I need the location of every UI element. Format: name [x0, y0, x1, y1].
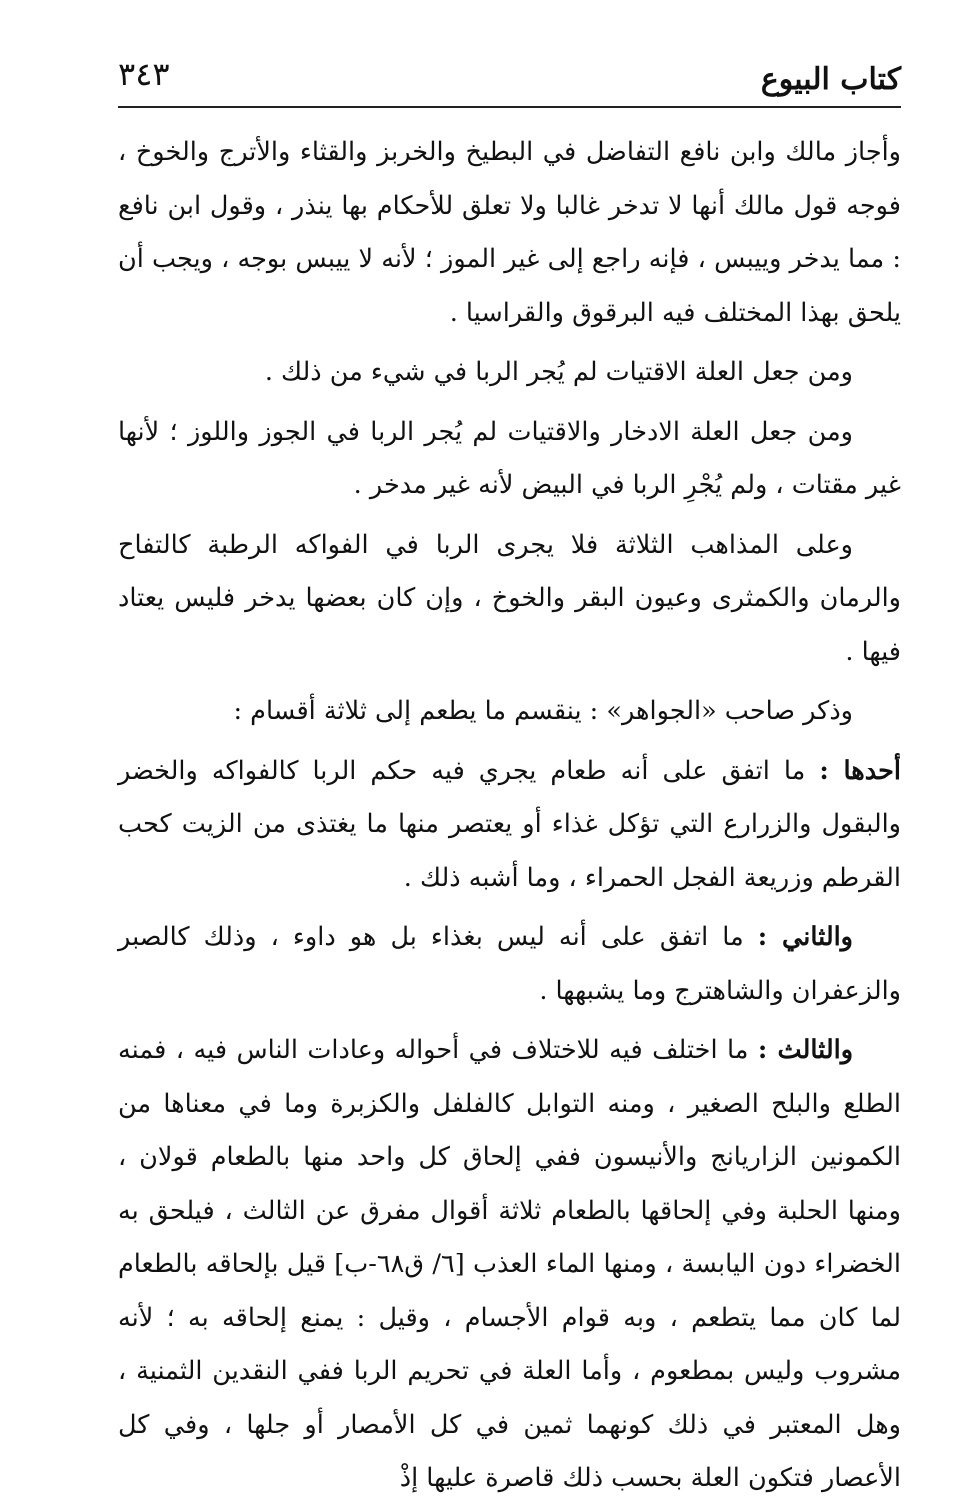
paragraph [118, 745, 901, 906]
paragraph [118, 346, 901, 400]
paragraph-text: ومن جعل العلة الاقتيات لم يُجر الربا في شيء من ذلك . [264, 357, 853, 387]
paragraph-text: ما اتفق على أنه ليس بغذاء بل هو داوء ، وذلك كالصبر والزعفران والشاهترج وما يشبهها . [118, 922, 901, 1006]
page-number: ٣٤٣ [118, 55, 170, 93]
running-title: كتاب البيوع [760, 62, 901, 97]
paragraph [118, 911, 901, 1018]
page-header [118, 48, 901, 108]
paragraph-text: ما اتفق على أنه طعام يجري فيه حكم الربا كالفواكه والخضر والبقول والزرارع التي تؤكل غذاء أو يعتصر منها ما يغتذى من الزيت كحب القرطم وزريعة الفجل الحمراء ، وما أشبه ذلك . [118, 755, 901, 893]
paragraph [118, 685, 901, 739]
paragraph [118, 126, 901, 340]
paragraph-text: ما اختلف فيه للاختلاف في أحواله وعادات الناس فيه ، فمنه الطلع والبلح الصغير ، ومنه التوابل كالفلفل والكزبرة وما في معناها من الكمونين الزاريانج والأنيسون ففي إلحاق كل واحد منها بالطعام قولان ، ومنها الحلبة وفي إلحاقها بالطعام ثلاثة أقوال مفرق عن الثالث ، فيلحق به الخضراء دون اليابسة ، ومنها الماء العذب [٦/ ق٦٨-ب] قيل بإلحاقه بالطعام لما كان مما يتطعم ، وبه قوام الأجسام ، وقيل : يمنع إلحاقه به ؛ لأنه مشروب وليس بمطعوم ، وأما العلة في تحريم الربا ففي النقدين الثمنية ، وهل المعتبر في ذلك كونهما ثمين في كل الأمصار أو جلها ، وفي كل الأعصار فتكون العلة بحسب ذلك قاصرة عليها إذْ [118, 1035, 901, 1493]
paragraph-lead: والثاني : [757, 922, 853, 952]
page-body [118, 108, 901, 1506]
paragraph-text: وأجاز مالك وابن نافع التفاضل في البطيخ والخربز والقثاء والأترج والخوخ ، فوجه قول مالك أنها لا تدخر غالبا ولا تعلق للأحكام بها ينذر ، وقول ابن نافع : مما يدخر وييبس ، فإنه راجع إلى غير الموز ؛ لأنه لا ييبس بوجه ، ويجب أن يلحق بهذا المختلف فيه البرقوق والقراسيا . [118, 137, 901, 328]
paragraph-lead: والثالث : [757, 1035, 854, 1065]
paragraph [118, 519, 901, 680]
paragraph-lead: أحدها : [819, 755, 901, 786]
paragraph [118, 406, 901, 513]
paragraph-text: وعلى المذاهب الثلاثة فلا يجرى الربا في الفواكه الرطبة كالتفاح والرمان والكمثرى وعيون البقر والخوخ ، وإن كان بعضها يدخر فليس يعتاد فيها . [118, 529, 901, 667]
paragraph-text: ومن جعل العلة الادخار والاقتيات لم يُجر الربا في الجوز واللوز ؛ لأنها غير مقتات ، ولم يُجْرِ الربا في البيض لأنه غير مدخر . [118, 416, 901, 500]
paragraph [118, 1024, 901, 1506]
document-page [118, 48, 901, 1493]
paragraph-text: وذكر صاحب «الجواهر» : ينقسم ما يطعم إلى ثلاثة أقسام : [233, 696, 853, 726]
